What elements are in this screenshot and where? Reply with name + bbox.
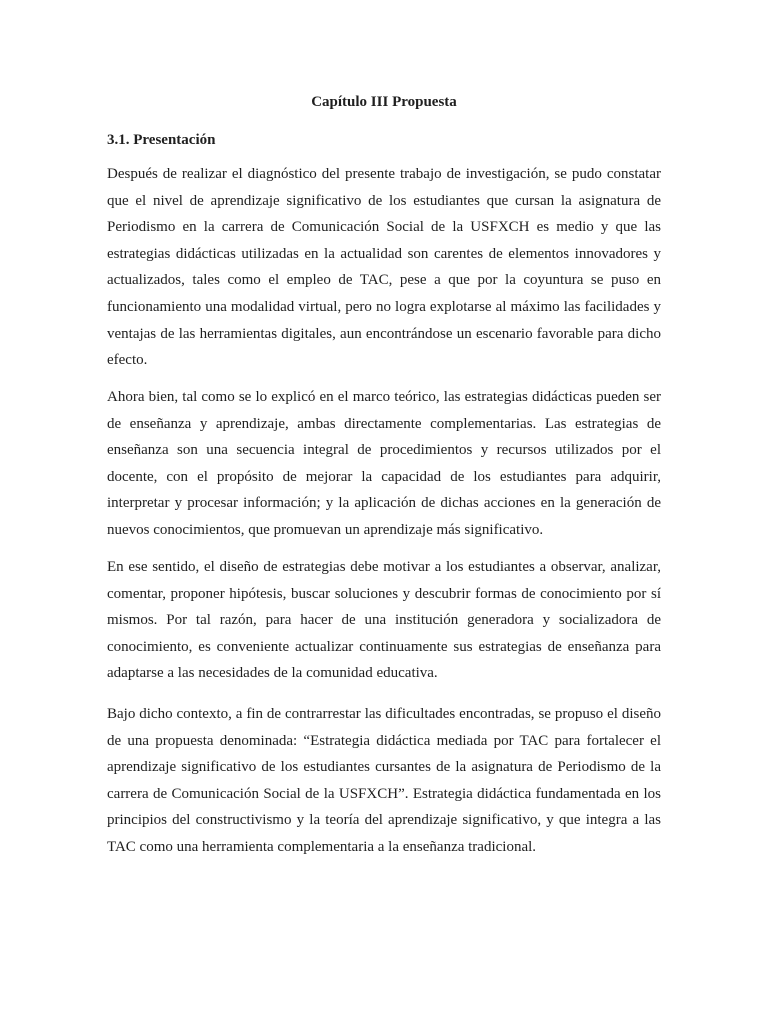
section-heading: 3.1. Presentación [107, 132, 216, 148]
paragraph-2: Ahora bien, tal como se lo explicó en el marco teórico, las estrategias didácticas pueden ser de enseñanza y aprendizaje, ambas directamente complementarias. Las estrategias de enseñanza son una secuencia integral de procedimientos y recursos utilizados por el docente, con el propósito de mejorar la capacidad de los estudiantes para adquirir, interpretar y procesar información; y la aplicación de dichas acciones en la generación de nuevos conocimientos, que promuevan un aprendizaje más significativo. [107, 389, 661, 538]
paragraph-1: Después de realizar el diagnóstico del presente trabajo de investigación, se pudo constatar que el nivel de aprendizaje significativo de los estudiantes que cursan la asignatura de Periodismo en la carrera de Comunicación Social de la USFXCH es medio y que las estrategias didácticas utilizadas en la actualidad son carentes de elementos innovadores y actualizados, tales como el empleo de TAC, pese a que por la coyuntura se puso en funcionamiento una modalidad virtual, pero no logra explotarse al máximo las facilidades y ventajas de las herramientas digitales, aun encontrándose un escenario favorable para dicho efecto. [107, 166, 661, 369]
chapter-title: Capítulo III Propuesta [311, 94, 457, 110]
paragraph-3: En ese sentido, el diseño de estrategias debe motivar a los estudiantes a observar, analizar, comentar, proponer hipótesis, buscar soluciones y descubrir formas de conocimiento por sí mismos. Por tal razón, para hacer de una institución generadora y socializadora de conocimiento, es conveniente actualizar continuamente sus estrategias de enseñanza para adaptarse a las necesidades de la comunidad educativa. [107, 559, 661, 682]
paragraph-4: Bajo dicho contexto, a fin de contrarrestar las dificultades encontradas, se propuso el diseño de una propuesta denominada: “Estrategia didáctica mediada por TAC para fortalecer el aprendizaje significativo de los estudiantes cursantes de la asignatura de Periodismo de la carrera de Comunicación Social de la USFXCH”. Estrategia didáctica fundamentada en los principios del constructivismo y la teoría del aprendizaje significativo, y que integra a las TAC como una herramienta complementaria a la enseñanza tradicional. [107, 706, 661, 855]
